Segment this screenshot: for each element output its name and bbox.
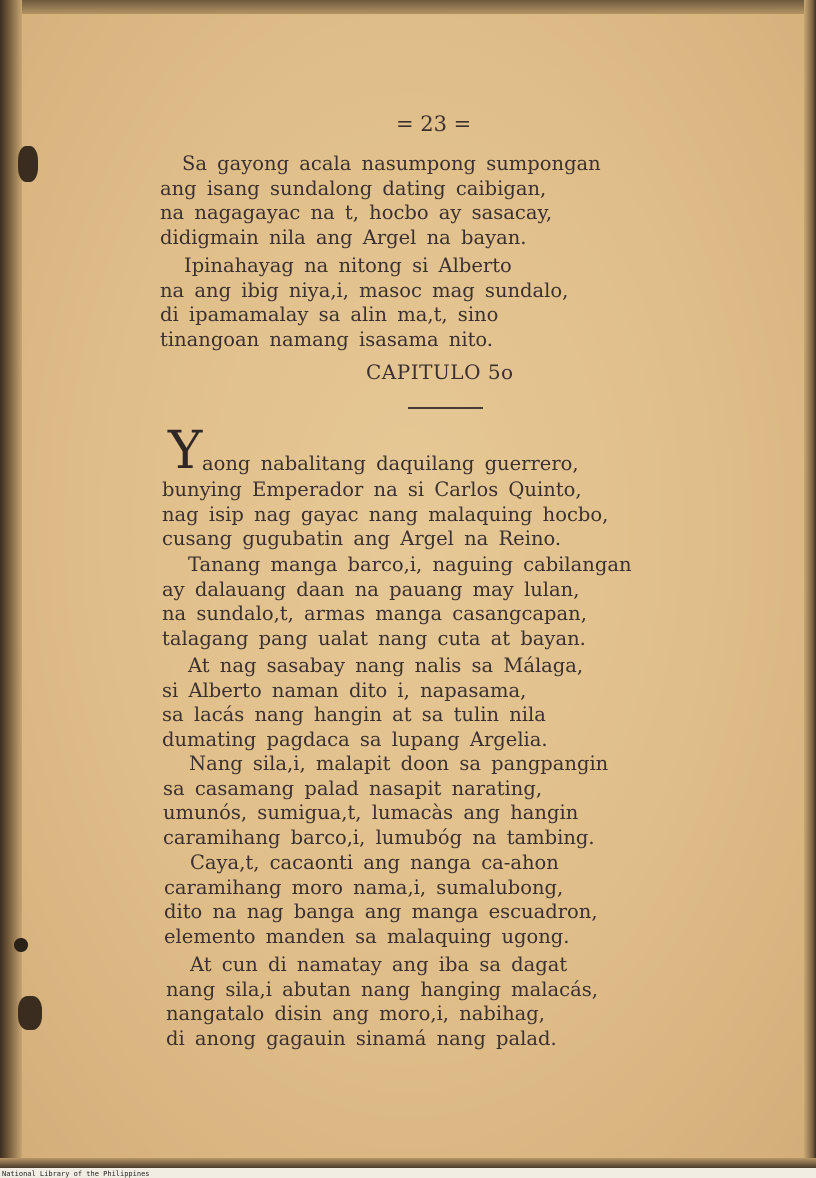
poem-stanza	[162, 553, 632, 651]
poem-line: na nagagayac na t, hocbo ay sasacay,	[160, 201, 553, 225]
poem-line: sa casamang palad nasapit narating,	[163, 776, 543, 800]
binding-hole	[18, 146, 38, 182]
poem-stanza	[163, 752, 608, 850]
poem-line: dito na nag banga ang manga escuadron,	[164, 900, 598, 924]
poem-stanza	[162, 478, 608, 552]
poem-line: cusang gugubatin ang Argel na Reino.	[162, 527, 562, 551]
binding-hole	[18, 996, 42, 1030]
poem-line: caramihang barco,i, lumubóg na tambing.	[163, 825, 595, 849]
poem-line: talagang pang ualat nang cuta at bayan.	[162, 626, 586, 650]
poem-line: na sundalo,t, armas manga casangcapan,	[162, 602, 587, 626]
poem-line: Caya,t, cacaonti ang nanga ca-ahon	[190, 851, 559, 874]
chapter-divider	[408, 407, 483, 409]
chapter-title: CAPITULO 5o	[366, 360, 514, 384]
poem-line: ang isang sundalong dating caibigan,	[160, 176, 547, 200]
poem-line: di anong gagauin sinamá nang palad.	[166, 1026, 557, 1050]
poem-line: sa lacás nang hangin at sa tulin nila	[162, 703, 546, 727]
poem-line: Sa gayong acala nasumpong sumpongan	[182, 152, 601, 175]
poem-line: caramihang moro nama,i, sumalubong,	[164, 875, 564, 899]
poem-line: nag isip nag gayac nang malaquing hocbo,	[162, 502, 609, 526]
poem-line: Tanang manga barco,i, naguing cabilangan	[188, 553, 632, 576]
page-bottom-edge	[0, 1158, 816, 1168]
poem-line: At cun di namatay ang iba sa dagat	[190, 953, 568, 976]
poem-stanza	[162, 654, 583, 752]
poem-line: dumating pagdaca sa lupang Argelia.	[162, 727, 548, 751]
poem-line: Ipinahayag na nitong si Alberto	[184, 254, 512, 277]
poem-line: nang sila,i abutan nang hanging malacás,	[166, 977, 598, 1001]
poem-line: elemento manden sa malaquing ugong.	[164, 924, 570, 948]
poem-line: aong nabalitang daquilang guerrero,	[202, 452, 579, 475]
binding-hole	[14, 938, 28, 952]
poem-line: ay dalauang daan na pauang may lulan,	[162, 577, 580, 601]
poem-line: umunós, sumigua,t, lumacàs ang hangin	[163, 801, 579, 825]
poem-stanza	[160, 254, 568, 352]
drop-cap: Y	[168, 421, 203, 481]
poem-line: nangatalo disin ang moro,i, nabihag,	[166, 1002, 545, 1026]
poem-line: didigmain nila ang Argel na bayan.	[160, 225, 527, 249]
poem-line: At nag sasabay nang nalis sa Málaga,	[188, 654, 584, 677]
page-right-edge	[804, 0, 816, 1168]
poem-line: di ipamamalay sa alin ma,t, sino	[160, 303, 499, 327]
poem-line: na ang ibig niya,i, masoc mag sundalo,	[160, 278, 569, 302]
poem-line: bunying Emperador na si Carlos Quinto,	[162, 478, 582, 501]
poem-line: si Alberto naman dito i, napasama,	[162, 678, 527, 702]
page-top-edge	[0, 0, 816, 14]
poem-line: Nang sila,i, malapit doon sa pangpangin	[189, 752, 609, 775]
poem-line: tinangoan namang isasama nito.	[160, 327, 494, 351]
poem-stanza	[164, 851, 598, 949]
poem-stanza	[166, 953, 598, 1051]
library-credit: National Library of the Philippines	[2, 1170, 150, 1178]
poem-stanza	[160, 152, 601, 250]
page-number: = 23 =	[396, 112, 472, 136]
